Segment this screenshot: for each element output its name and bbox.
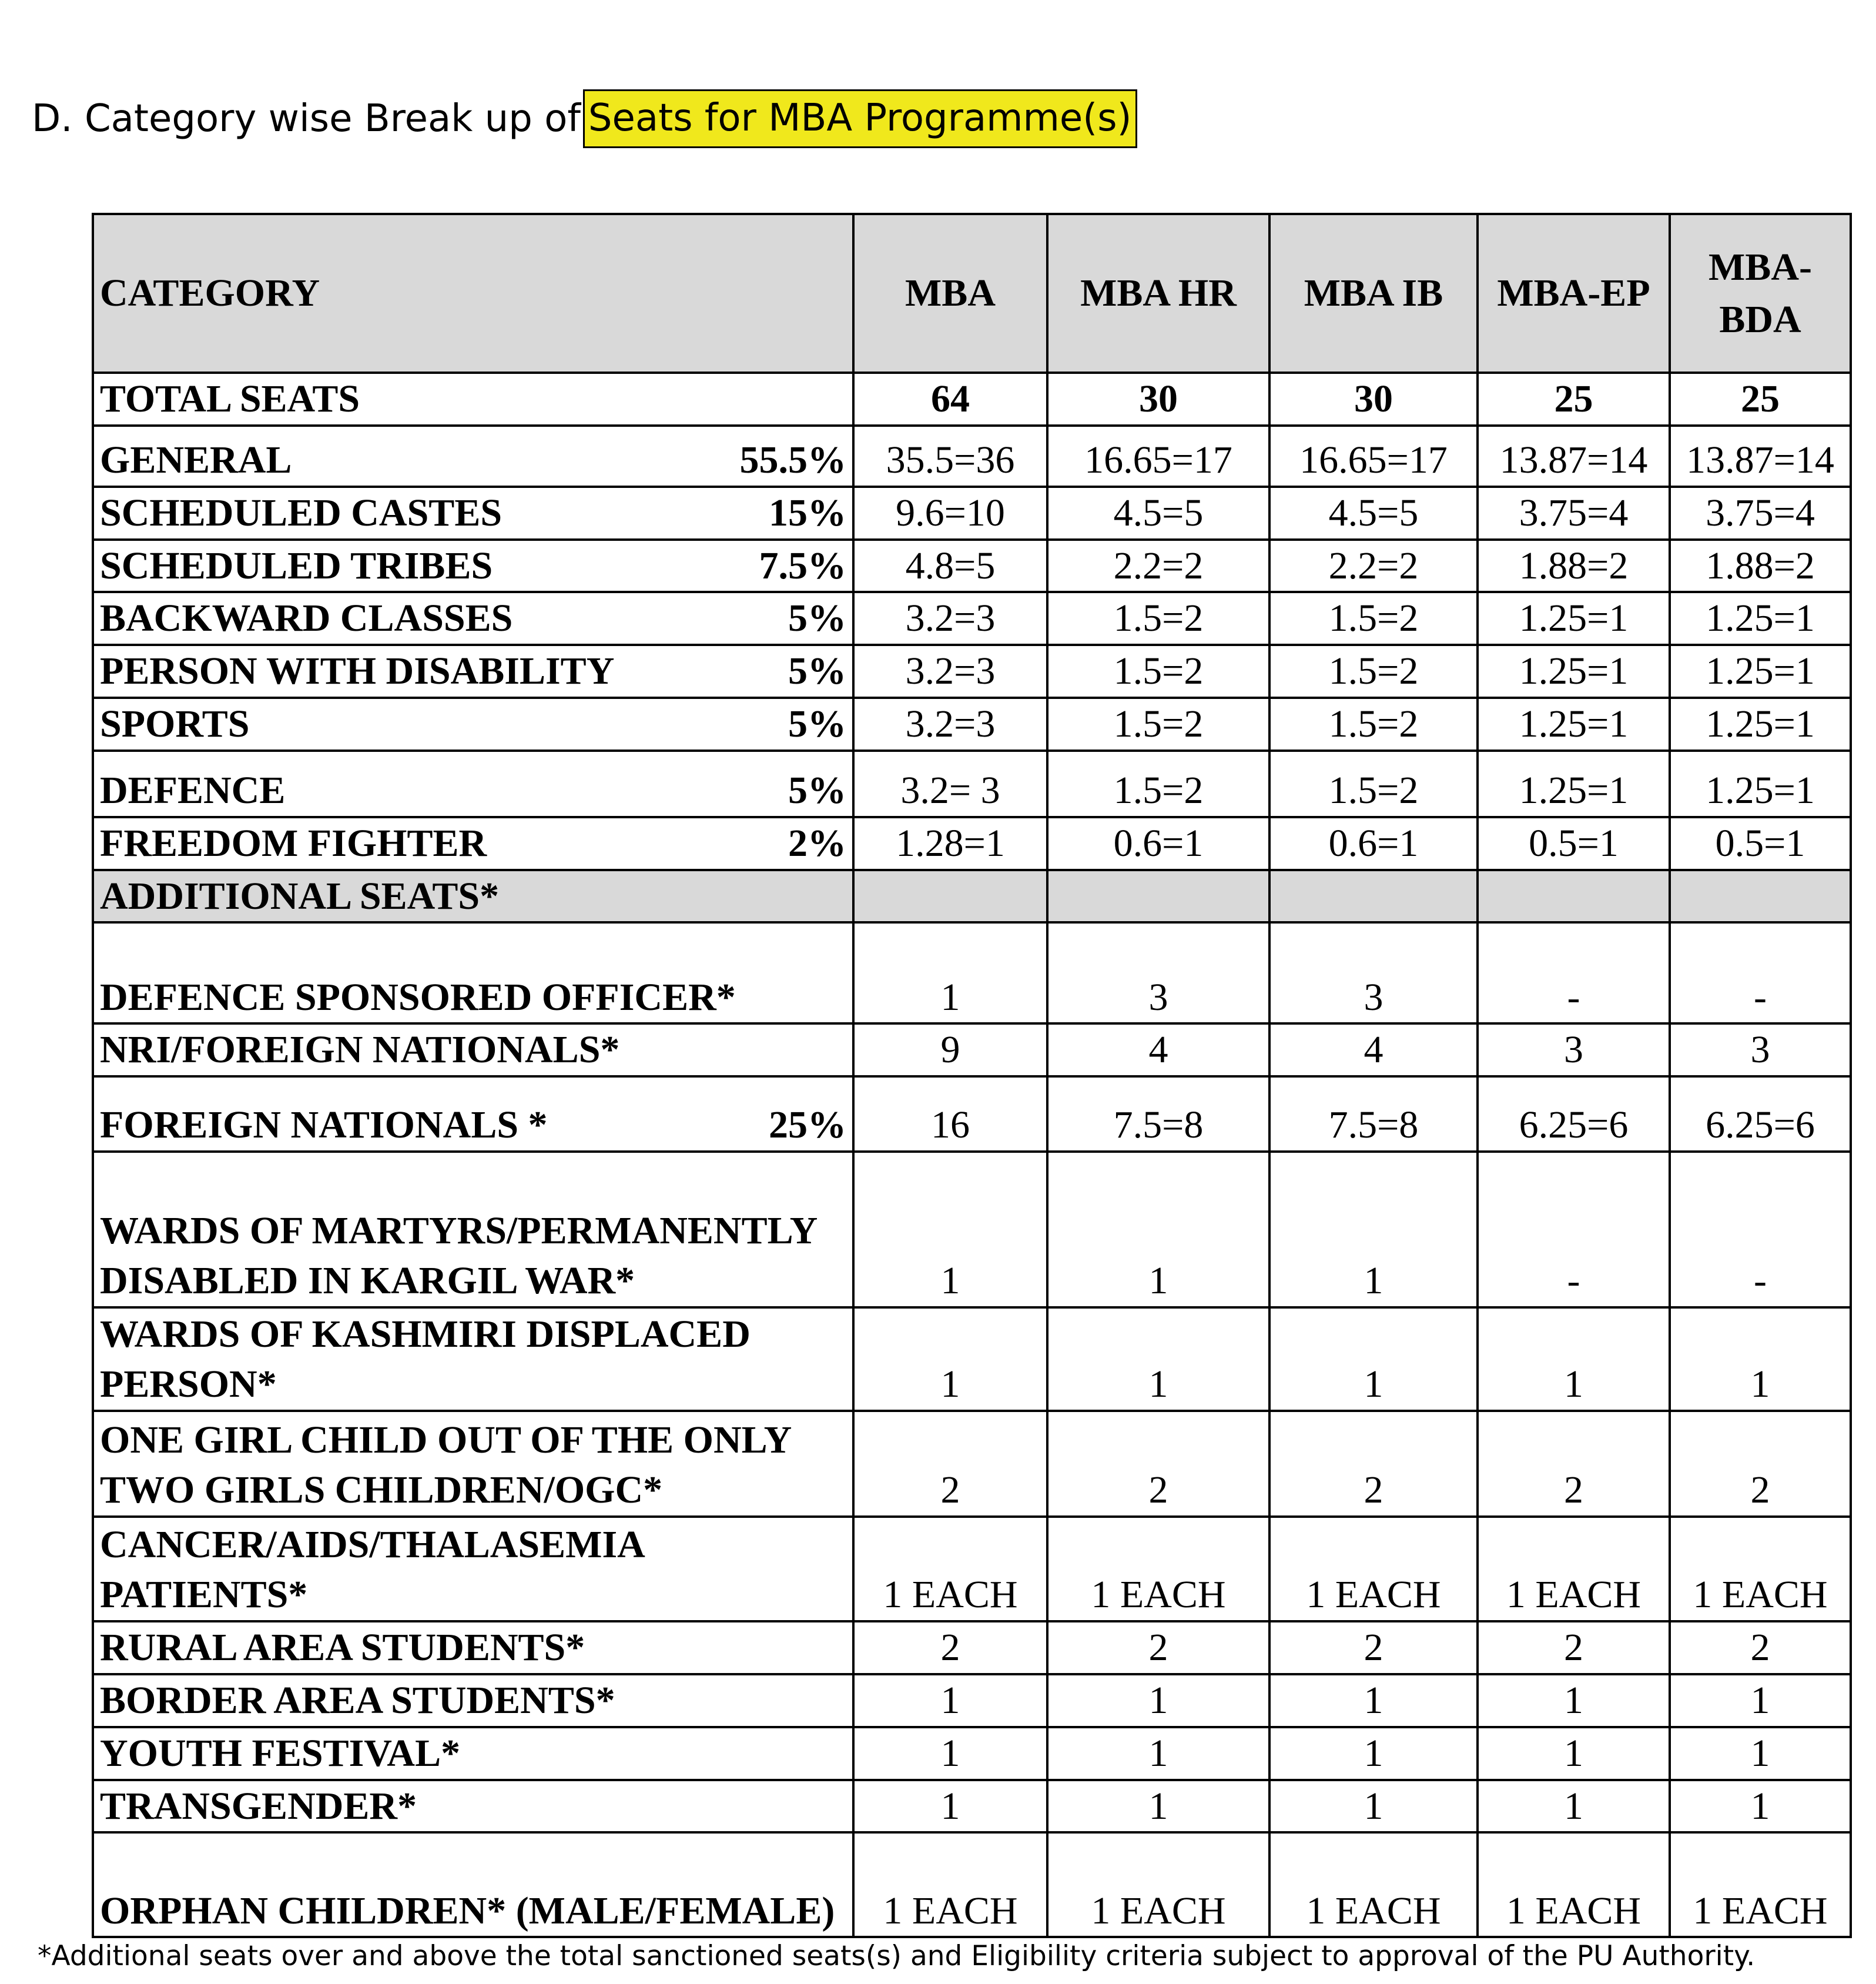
header-row: [93, 214, 1851, 373]
seat-value-cell: 1 EACH: [1047, 1832, 1269, 1937]
category-label: BACKWARD CLASSES: [100, 597, 513, 640]
category-cell-content: [100, 1206, 846, 1307]
category-cell-content: [100, 1886, 846, 1936]
seat-value-cell: 1: [1670, 1674, 1851, 1727]
empty-cell: [1478, 870, 1670, 923]
category-cell: [93, 426, 853, 487]
category-label: WARDS OF KASHMIRI DISPLACED PERSON*: [100, 1312, 751, 1406]
seat-value-cell: 1: [853, 1780, 1047, 1833]
seat-value-cell: 1 EACH: [1478, 1517, 1670, 1621]
seat-value-cell: 1: [1047, 1152, 1269, 1307]
seat-value-cell: 2: [1670, 1621, 1851, 1674]
seat-value-cell: 4.5=5: [1269, 487, 1478, 540]
category-percentage: 15%: [769, 491, 846, 534]
category-cell: [93, 1411, 853, 1517]
seat-value-cell: 1: [853, 1674, 1047, 1727]
seat-value-cell: 2: [853, 1621, 1047, 1674]
seat-value-cell: 2: [1478, 1621, 1670, 1674]
seat-value-cell: 7.5=8: [1047, 1076, 1269, 1152]
category-row: [93, 487, 1851, 540]
category-cell: [93, 1832, 853, 1937]
seat-value-cell: 0.5=1: [1478, 817, 1670, 870]
seat-value-cell: 1.25=1: [1670, 592, 1851, 645]
seat-value-cell: 1: [853, 1307, 1047, 1411]
seat-value-cell: 1 EACH: [1047, 1517, 1269, 1621]
seat-value-cell: 1: [1269, 1152, 1478, 1307]
seat-value-cell: 1: [1670, 1307, 1851, 1411]
seat-value-cell: 1 EACH: [1670, 1832, 1851, 1937]
seat-value-cell: 3.2=3: [853, 698, 1047, 751]
category-row: [93, 592, 1851, 645]
heading-prefix: D. Category wise Break up of: [32, 97, 581, 140]
seat-value-cell: 4: [1269, 1023, 1478, 1076]
seat-value-cell: 4: [1047, 1023, 1269, 1076]
header-program: MBA HR: [1047, 214, 1269, 373]
category-label: DEFENCE: [100, 768, 286, 812]
seat-value-cell: 16.65=17: [1047, 426, 1269, 487]
seat-value-cell: 1.25=1: [1478, 645, 1670, 698]
seat-value-cell: 16: [853, 1076, 1047, 1152]
seat-value-cell: 1: [1047, 1674, 1269, 1727]
category-cell-content: [100, 699, 846, 750]
category-cell: [93, 922, 853, 1023]
total-seats-value: 25: [1478, 373, 1670, 426]
seat-value-cell: 9: [853, 1023, 1047, 1076]
category-label: SCHEDULED TRIBES: [100, 544, 493, 587]
seat-value-cell: 1.88=2: [1670, 540, 1851, 593]
category-label: SCHEDULED CASTES: [100, 491, 503, 534]
seat-value-cell: 1: [1478, 1307, 1670, 1411]
header-program: MBA IB: [1269, 214, 1478, 373]
category-cell-content: [100, 1622, 846, 1673]
footnote: *Additional seats over and above the total sanctioned seats(s) and Eligibility criteria subject to approval of the PU Authority.: [38, 1940, 1756, 1972]
seat-value-cell: 1.5=2: [1269, 645, 1478, 698]
category-percentage: 5%: [788, 702, 846, 745]
category-cell-content: [100, 1781, 846, 1832]
category-cell-content: [100, 1728, 846, 1779]
category-cell-content: [100, 541, 846, 591]
additional-seats-header: ADDITIONAL SEATS*: [93, 870, 853, 923]
category-percentage: 25%: [769, 1103, 846, 1147]
seat-value-cell: 1.5=2: [1047, 645, 1269, 698]
additional-category-row: [93, 1411, 1851, 1517]
category-row: [93, 698, 1851, 751]
category-cell: [93, 1076, 853, 1152]
category-cell: [93, 698, 853, 751]
seat-value-cell: 2: [1269, 1411, 1478, 1517]
additional-seats-header-row: [93, 870, 1851, 923]
additional-category-row: [93, 1832, 1851, 1937]
seat-value-cell: 1.28=1: [853, 817, 1047, 870]
category-label: ORPHAN CHILDREN* (MALE/FEMALE): [100, 1889, 835, 1932]
category-cell-content: [100, 818, 846, 869]
total-seats-value: 25: [1670, 373, 1851, 426]
category-cell-content: [100, 972, 846, 1023]
seat-value-cell: -: [1670, 922, 1851, 1023]
seat-value-cell: 9.6=10: [853, 487, 1047, 540]
category-cell-content: [100, 1309, 846, 1410]
category-percentage: 55.5%: [739, 439, 846, 481]
seat-value-cell: 4.8=5: [853, 540, 1047, 593]
category-label: GENERAL: [100, 439, 292, 481]
additional-category-row: [93, 1727, 1851, 1780]
additional-category-row: [93, 1674, 1851, 1727]
seat-value-cell: 1 EACH: [1269, 1832, 1478, 1937]
seat-value-cell: 1: [853, 922, 1047, 1023]
additional-category-row: [93, 1076, 1851, 1152]
category-cell-content: [100, 488, 846, 538]
seat-value-cell: 1: [1269, 1780, 1478, 1833]
seat-value-cell: 35.5=36: [853, 426, 1047, 487]
seat-value-cell: 3.2=3: [853, 645, 1047, 698]
additional-category-row: [93, 1517, 1851, 1621]
category-row: [93, 426, 1851, 487]
seat-value-cell: 1.25=1: [1670, 698, 1851, 751]
seat-value-cell: 4.5=5: [1047, 487, 1269, 540]
additional-category-row: [93, 922, 1851, 1023]
seat-value-cell: 1: [1269, 1727, 1478, 1780]
seat-value-cell: 1: [1478, 1674, 1670, 1727]
category-cell-content: [100, 1100, 846, 1150]
empty-cell: [1047, 870, 1269, 923]
total-seats-row: [93, 373, 1851, 426]
category-row: [93, 751, 1851, 817]
seat-value-cell: 1: [1670, 1727, 1851, 1780]
seat-value-cell: 1.5=2: [1269, 592, 1478, 645]
heading-highlight: Seats for MBA Programme(s): [583, 89, 1137, 148]
total-seats-value: 64: [853, 373, 1047, 426]
empty-cell: [1269, 870, 1478, 923]
category-cell-content: [100, 1415, 846, 1516]
seat-value-cell: -: [1670, 1152, 1851, 1307]
seats-table: [92, 213, 1852, 1938]
category-label: FREEDOM FIGHTER: [100, 821, 487, 865]
empty-cell: [853, 870, 1047, 923]
seat-value-cell: 3: [1269, 922, 1478, 1023]
seat-value-cell: 1: [1478, 1727, 1670, 1780]
seat-value-cell: 1 EACH: [853, 1517, 1047, 1621]
seat-value-cell: 1.5=2: [1269, 698, 1478, 751]
seat-value-cell: 1.25=1: [1670, 751, 1851, 817]
category-label: SPORTS: [100, 702, 250, 745]
seat-value-cell: 1.5=2: [1047, 751, 1269, 817]
category-label: BORDER AREA STUDENTS*: [100, 1678, 615, 1722]
seat-value-cell: 3: [1478, 1023, 1670, 1076]
category-cell-content: [100, 646, 846, 697]
total-seats-value: 30: [1269, 373, 1478, 426]
category-percentage: 5%: [788, 597, 846, 640]
seat-value-cell: 2: [853, 1411, 1047, 1517]
category-cell: [93, 592, 853, 645]
seat-value-cell: 2: [1047, 1621, 1269, 1674]
category-cell-content: [100, 1025, 846, 1075]
category-cell: [93, 1152, 853, 1307]
seat-value-cell: 3.75=4: [1478, 487, 1670, 540]
seat-value-cell: 3.75=4: [1670, 487, 1851, 540]
category-cell-content: [100, 765, 846, 816]
seat-value-cell: 1.25=1: [1478, 751, 1670, 817]
category-cell: [93, 751, 853, 817]
seat-value-cell: 3: [1047, 922, 1269, 1023]
seat-value-cell: 7.5=8: [1269, 1076, 1478, 1152]
seat-value-cell: 1.5=2: [1269, 751, 1478, 817]
seat-value-cell: -: [1478, 1152, 1670, 1307]
seat-value-cell: 1: [1269, 1307, 1478, 1411]
total-seats-label: TOTAL SEATS: [93, 373, 853, 426]
additional-category-row: [93, 1621, 1851, 1674]
header-program: MBA- BDA: [1670, 214, 1851, 373]
seat-value-cell: 1: [1047, 1727, 1269, 1780]
seat-value-cell: 6.25=6: [1478, 1076, 1670, 1152]
seat-value-cell: 1: [1478, 1780, 1670, 1833]
category-percentage: 5%: [788, 650, 846, 693]
category-cell: [93, 1023, 853, 1076]
seat-value-cell: 1 EACH: [1478, 1832, 1670, 1937]
category-label: RURAL AREA STUDENTS*: [100, 1626, 585, 1669]
category-row: [93, 540, 1851, 593]
category-cell: [93, 1727, 853, 1780]
seat-value-cell: 2: [1478, 1411, 1670, 1517]
seat-value-cell: 3: [1670, 1023, 1851, 1076]
seat-value-cell: 1.25=1: [1478, 698, 1670, 751]
category-row: [93, 817, 1851, 870]
seat-value-cell: 2: [1670, 1411, 1851, 1517]
category-cell: [93, 487, 853, 540]
category-percentage: 2%: [788, 821, 846, 865]
seat-value-cell: 1 EACH: [853, 1832, 1047, 1937]
seat-value-cell: 13.87=14: [1670, 426, 1851, 487]
category-label: WARDS OF MARTYRS/PERMANENTLY DISABLED IN KARGIL WAR*: [100, 1209, 816, 1303]
seat-value-cell: 2: [1047, 1411, 1269, 1517]
category-percentage: 7.5%: [759, 544, 846, 587]
seat-value-cell: 0.6=1: [1269, 817, 1478, 870]
seat-value-cell: 2.2=2: [1047, 540, 1269, 593]
header-program: MBA-EP: [1478, 214, 1670, 373]
seat-value-cell: 13.87=14: [1478, 426, 1670, 487]
seat-value-cell: 1.25=1: [1478, 592, 1670, 645]
seat-value-cell: 0.6=1: [1047, 817, 1269, 870]
category-cell-content: [100, 435, 846, 486]
category-label: CANCER/AIDS/THALASEMIA PATIENTS*: [100, 1523, 644, 1617]
seat-value-cell: 3.2=3: [853, 592, 1047, 645]
category-cell: [93, 1517, 853, 1621]
category-label: ONE GIRL CHILD OUT OF THE ONLY TWO GIRLS CHILDREN/OGC*: [100, 1418, 790, 1512]
additional-category-row: [93, 1023, 1851, 1076]
category-label: PERSON WITH DISABILITY: [100, 650, 615, 693]
category-label: DEFENCE SPONSORED OFFICER*: [100, 975, 736, 1019]
seat-value-cell: -: [1478, 922, 1670, 1023]
category-cell-content: [100, 593, 846, 644]
category-cell: [93, 645, 853, 698]
header-category: CATEGORY: [93, 214, 853, 373]
category-cell: [93, 1780, 853, 1833]
seat-value-cell: 1: [1047, 1307, 1269, 1411]
category-percentage: 5%: [788, 768, 846, 812]
category-cell: [93, 1674, 853, 1727]
seat-value-cell: 1.5=2: [1047, 592, 1269, 645]
seat-value-cell: 1: [1047, 1780, 1269, 1833]
category-label: FOREIGN NATIONALS *: [100, 1103, 548, 1147]
seat-value-cell: 1: [1269, 1674, 1478, 1727]
additional-category-row: [93, 1780, 1851, 1833]
additional-category-row: [93, 1152, 1851, 1307]
seat-value-cell: 1: [853, 1727, 1047, 1780]
seat-value-cell: 1: [853, 1152, 1047, 1307]
section-heading: [32, 89, 1137, 148]
category-label: YOUTH FESTIVAL*: [100, 1731, 461, 1775]
category-row: [93, 645, 1851, 698]
seat-value-cell: 1.25=1: [1670, 645, 1851, 698]
category-cell: [93, 1621, 853, 1674]
category-label: NRI/FOREIGN NATIONALS*: [100, 1028, 620, 1072]
category-cell: [93, 1307, 853, 1411]
header-program: MBA: [853, 214, 1047, 373]
category-label: TRANSGENDER*: [100, 1784, 417, 1828]
category-cell: [93, 817, 853, 870]
empty-cell: [1670, 870, 1851, 923]
category-cell: [93, 540, 853, 593]
seat-value-cell: 16.65=17: [1269, 426, 1478, 487]
seat-value-cell: 1 EACH: [1670, 1517, 1851, 1621]
seat-value-cell: 0.5=1: [1670, 817, 1851, 870]
seat-value-cell: 3.2= 3: [853, 751, 1047, 817]
seat-value-cell: 1 EACH: [1269, 1517, 1478, 1621]
additional-category-row: [93, 1307, 1851, 1411]
seat-value-cell: 1.88=2: [1478, 540, 1670, 593]
total-seats-value: 30: [1047, 373, 1269, 426]
seat-value-cell: 2: [1269, 1621, 1478, 1674]
seat-value-cell: 1.5=2: [1047, 698, 1269, 751]
category-cell-content: [100, 1520, 846, 1621]
seat-value-cell: 2.2=2: [1269, 540, 1478, 593]
seat-value-cell: 1: [1670, 1780, 1851, 1833]
category-cell-content: [100, 1675, 846, 1726]
seat-value-cell: 6.25=6: [1670, 1076, 1851, 1152]
